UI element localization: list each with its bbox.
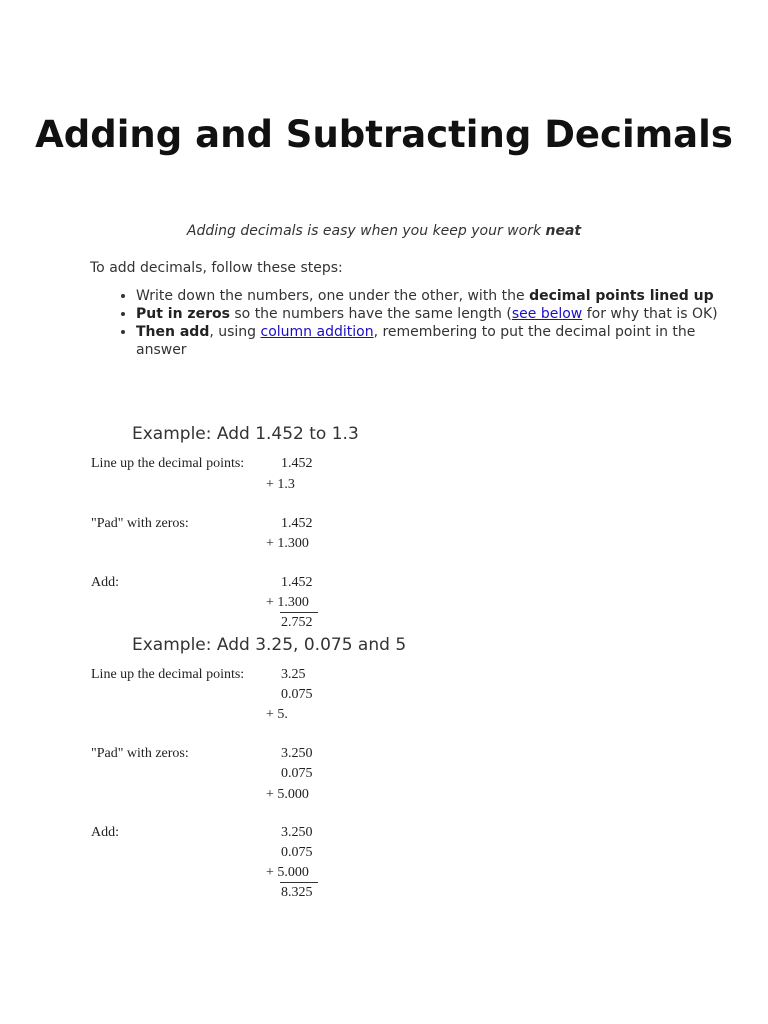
subtitle-emphasis: neat: [545, 223, 582, 239]
see-below-link[interactable]: see below: [511, 306, 583, 322]
example2-line-up-2: 0.075: [281, 687, 313, 702]
step-item: [136, 287, 726, 305]
example1-label-pad: "Pad" with zeros:: [91, 516, 189, 531]
column-addition-link[interactable]: column addition: [260, 324, 374, 340]
step-text: Write down the numbers, one under the other, with the: [136, 288, 530, 304]
example2-label-line-up: Line up the decimal points:: [91, 667, 245, 682]
example1-label-line-up: Line up the decimal points:: [91, 456, 245, 471]
example2-label-add: Add:: [91, 825, 119, 840]
example1-label-add: Add:: [91, 575, 119, 590]
step-item: [136, 305, 726, 323]
example1-line-up-2: + 1.3: [266, 477, 295, 492]
sum-rule: [280, 612, 318, 613]
example1-heading: Example: Add 1.452 to 1.3: [132, 424, 359, 444]
example1-pad-2: + 1.300: [266, 536, 309, 551]
example2-line-up-3: + 5.: [266, 707, 288, 722]
example1-result: 2.752: [281, 615, 313, 630]
subtitle-text: Adding decimals is easy when you keep your work: [186, 223, 546, 239]
subtitle: [0, 223, 768, 239]
intro-text: To add decimals, follow these steps:: [90, 260, 343, 276]
step-text: , remembering to put the decimal point in the answer: [136, 324, 696, 358]
example2-add-2: 0.075: [281, 845, 313, 860]
steps-list: [90, 287, 726, 359]
step-text: for why that is OK): [582, 306, 718, 322]
step-bold: Then add: [136, 324, 210, 340]
page-title: Adding and Subtracting Decimals: [35, 113, 733, 156]
sum-rule: [280, 882, 318, 883]
example2-pad-1: 3.250: [281, 746, 313, 761]
step-text: , using: [209, 324, 261, 340]
example2-add-1: 3.250: [281, 825, 313, 840]
step-text: so the numbers have the same length (: [229, 306, 512, 322]
example1-line-up-1: 1.452: [281, 456, 313, 471]
example2-heading: Example: Add 3.25, 0.075 and 5: [132, 635, 407, 655]
example1-add-1: 1.452: [281, 575, 313, 590]
example2-pad-2: 0.075: [281, 766, 313, 781]
example1-pad-1: 1.452: [281, 516, 313, 531]
example2-label-pad: "Pad" with zeros:: [91, 746, 189, 761]
example1-add-2: + 1.300: [266, 595, 309, 610]
example2-add-3: + 5.000: [266, 865, 309, 880]
example2-line-up-1: 3.25: [281, 667, 306, 682]
step-bold: Put in zeros: [136, 306, 230, 322]
example2-pad-3: + 5.000: [266, 787, 309, 802]
example2-result: 8.325: [281, 885, 313, 900]
step-bold: decimal points lined up: [529, 288, 714, 304]
step-item: [136, 323, 726, 359]
